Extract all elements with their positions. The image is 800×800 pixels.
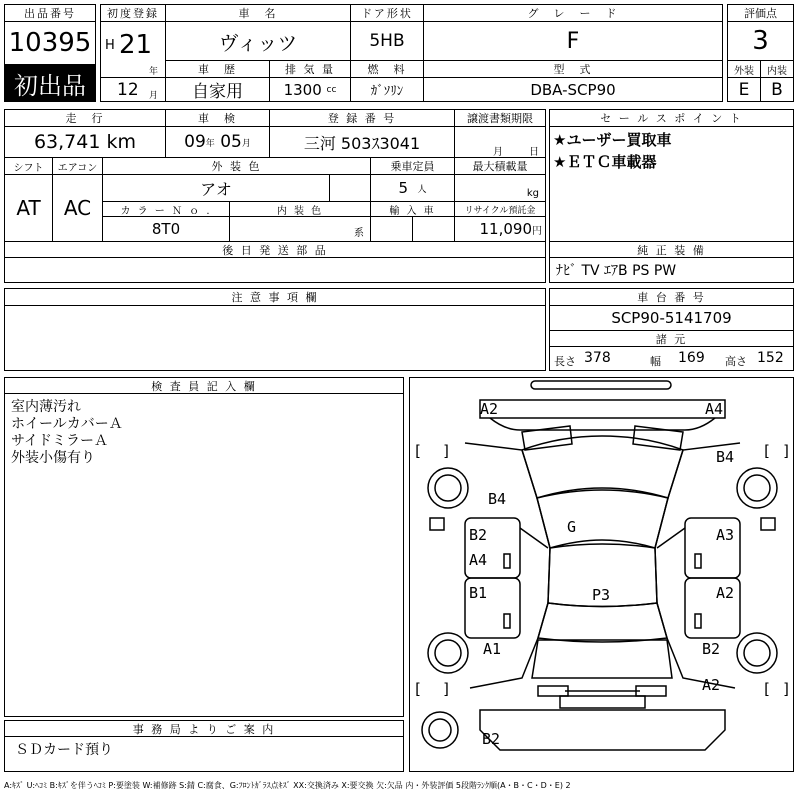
mileage-cell: [4, 126, 166, 158]
transfer-deadline: [454, 126, 546, 158]
exterior-color: アオ: [102, 174, 330, 202]
recycle-label: リサイクル預託金: [454, 201, 546, 217]
rating-score: 3: [727, 21, 794, 61]
first-registration-month: 12: [117, 80, 139, 100]
inspection-year: 09: [184, 132, 206, 152]
inspector-note: ホイールカバーＡ: [11, 416, 123, 432]
inspector-note: サイドミラーＡ: [11, 433, 109, 449]
sales-points-box: [549, 126, 794, 242]
damage-mark: P3: [592, 586, 611, 604]
damage-mark: B1: [469, 584, 488, 602]
shift-label: シフト: [4, 157, 53, 175]
later-parts-label: 後 日 発 送 部 品: [4, 241, 546, 258]
car-name: ヴィッツ: [165, 21, 351, 61]
transfer-label: 譲渡書類期限: [454, 109, 546, 127]
exterior-rating: E: [727, 77, 761, 102]
capacity: 5: [398, 179, 408, 197]
inspector-note: 室内薄汚れ: [11, 399, 81, 415]
inspection-month-unit: 月: [241, 138, 251, 149]
bracket-mark: [: [762, 680, 772, 698]
damage-mark: B2: [469, 526, 488, 544]
equipment-label: 純 正 装 備: [549, 241, 794, 258]
recycle-cell: [454, 216, 546, 242]
equipment: ﾅﾋﾞ TV ｴｱB PS PW: [549, 257, 794, 283]
recycle-fee: 11,090: [479, 220, 532, 238]
rating-label: 評価点: [727, 4, 794, 22]
fuel-label: 燃 料: [350, 60, 424, 78]
capacity-unit: 人: [417, 184, 427, 195]
history: 自家用: [165, 77, 270, 102]
door-type: 5HB: [350, 21, 424, 61]
damage-mark: A1: [483, 640, 502, 658]
first-registration-year: 21: [119, 30, 153, 60]
import-label: 輸 入 車: [370, 201, 455, 217]
history-label: 車 歴: [165, 60, 270, 78]
damage-mark: B4: [716, 448, 735, 466]
displacement: 1300: [283, 80, 322, 99]
max-load-unit: kg: [454, 174, 546, 202]
bracket-mark: [: [413, 680, 423, 698]
damage-mark: A4: [705, 400, 724, 418]
damage-diagram: [409, 377, 794, 772]
height: 152: [757, 350, 784, 366]
legend: A:ｷｽﾞ U:ﾍｺﾐ B:ｷｽﾞを伴うﾍｺﾐ P:要塗装 W:補修跡 S:錆 C:腐食、G:ﾌﾛﾝﾄｶﾞﾗｽ点ｷｽﾞ XX:交換済み X:要交換 欠:欠品 内・外装評価 5段階ﾗﾝｸ順(A・B・C・D・E) 2: [4, 781, 571, 790]
bracket-mark: ]: [782, 442, 792, 460]
interior-rating-label: 内装: [760, 60, 794, 78]
chassis-number: SCP90-5141709: [549, 305, 794, 331]
notes-label: 注 意 事 項 欄: [4, 288, 546, 306]
notes-box: [4, 305, 546, 371]
bracket-mark: ]: [782, 680, 792, 698]
displacement-label: 排 気 量: [269, 60, 351, 78]
length-label: 長さ: [554, 355, 576, 368]
specs-label: 諸 元: [549, 330, 794, 347]
plate-label: 登 録 番 号: [269, 109, 455, 127]
recycle-unit: 円: [532, 225, 542, 237]
office-label: 事 務 局 よ り ご 案 内: [4, 720, 404, 737]
car-outline-svg: [410, 378, 795, 773]
max-load-label: 最大積載量: [454, 157, 546, 175]
specs-box: [549, 346, 794, 371]
month-unit: 月: [149, 91, 159, 101]
inspector-note: 外装小傷有り: [11, 450, 95, 466]
lot-number: 10395: [4, 21, 96, 65]
first-registration-year-box: [100, 21, 166, 78]
capacity-cell: [370, 174, 455, 202]
first-registration-label: 初度登録: [100, 4, 166, 22]
mileage: 63,741: [33, 131, 101, 153]
damage-mark: B2: [702, 640, 721, 658]
displacement-unit: cc: [326, 84, 337, 95]
grade: F: [423, 21, 723, 61]
length: 378: [584, 350, 611, 366]
sales-point-item: ★ＥＴＣ車載器: [553, 153, 657, 171]
height-label: 高さ: [725, 355, 747, 368]
office-note: ＳＤカード預り: [15, 742, 113, 758]
shift: AT: [4, 174, 53, 242]
aircon: AC: [52, 174, 103, 242]
inspection-label: 車 検: [165, 109, 270, 127]
exterior-rating-label: 外装: [727, 60, 761, 78]
color-no: 8T0: [102, 216, 230, 242]
model-label: 型 式: [423, 60, 723, 78]
door-type-label: ドア形状: [350, 4, 424, 22]
bracket-mark: [: [413, 442, 423, 460]
interior-color-label: 内 装 色: [229, 201, 371, 217]
inspector-box: [4, 393, 404, 717]
inspection-month: 05: [220, 132, 242, 152]
damage-mark: B2: [482, 730, 501, 748]
transfer-month-unit: 月: [493, 147, 503, 158]
color-no-label: カ ラ ー Ｎ ｏ .: [102, 201, 230, 217]
inspection-year-unit: 年: [205, 138, 215, 149]
import-cell-a: [370, 216, 413, 242]
mileage-unit: km: [106, 131, 137, 153]
exterior-color-label: 外 装 色: [102, 157, 371, 175]
plate-number: 三河 503ｽ3041: [269, 126, 455, 158]
sales-point-item: ★ユーザー買取車: [553, 131, 672, 149]
lot-number-label: 出品番号: [4, 4, 96, 22]
sales-points-label: セ ー ル ス ポ イ ン ト: [549, 109, 794, 127]
era: H: [105, 38, 115, 53]
interior-color-unit: 系: [229, 216, 371, 242]
damage-mark: A2: [480, 400, 499, 418]
model: DBA-SCP90: [423, 77, 723, 102]
year-unit: 年: [149, 67, 159, 77]
inspector-label: 検 査 員 記 入 欄: [4, 377, 404, 394]
damage-mark: A3: [716, 526, 735, 544]
fuel: ｶﾞｿﾘﾝ: [350, 77, 424, 102]
transfer-day-unit: 日: [529, 147, 539, 158]
damage-mark: A2: [716, 584, 735, 602]
import-cell-b: [412, 216, 455, 242]
chassis-label: 車 台 番 号: [549, 288, 794, 306]
aircon-label: エアコン: [52, 157, 103, 175]
damage-mark: A4: [469, 551, 488, 569]
inspection-cell: [165, 126, 270, 158]
damage-mark: G: [567, 518, 577, 536]
first-registration-month-box: [100, 77, 166, 102]
mileage-label: 走 行: [4, 109, 166, 127]
car-name-label: 車 名: [165, 4, 351, 22]
exterior-color-extra: [329, 174, 371, 202]
damage-mark: A2: [702, 676, 721, 694]
displacement-cell: [269, 77, 351, 102]
first-listing-badge: 初出品: [4, 64, 96, 102]
grade-label: グ レ ー ド: [423, 4, 723, 22]
width-label: 幅: [650, 355, 661, 368]
bracket-mark: ]: [442, 680, 452, 698]
interior-rating: B: [760, 77, 794, 102]
later-parts-box: [4, 257, 546, 283]
damage-mark: B4: [488, 490, 507, 508]
bracket-mark: [: [762, 442, 772, 460]
width: 169: [678, 350, 705, 366]
office-box: [4, 736, 404, 772]
capacity-label: 乗車定員: [370, 157, 455, 175]
bracket-mark: ]: [442, 442, 452, 460]
